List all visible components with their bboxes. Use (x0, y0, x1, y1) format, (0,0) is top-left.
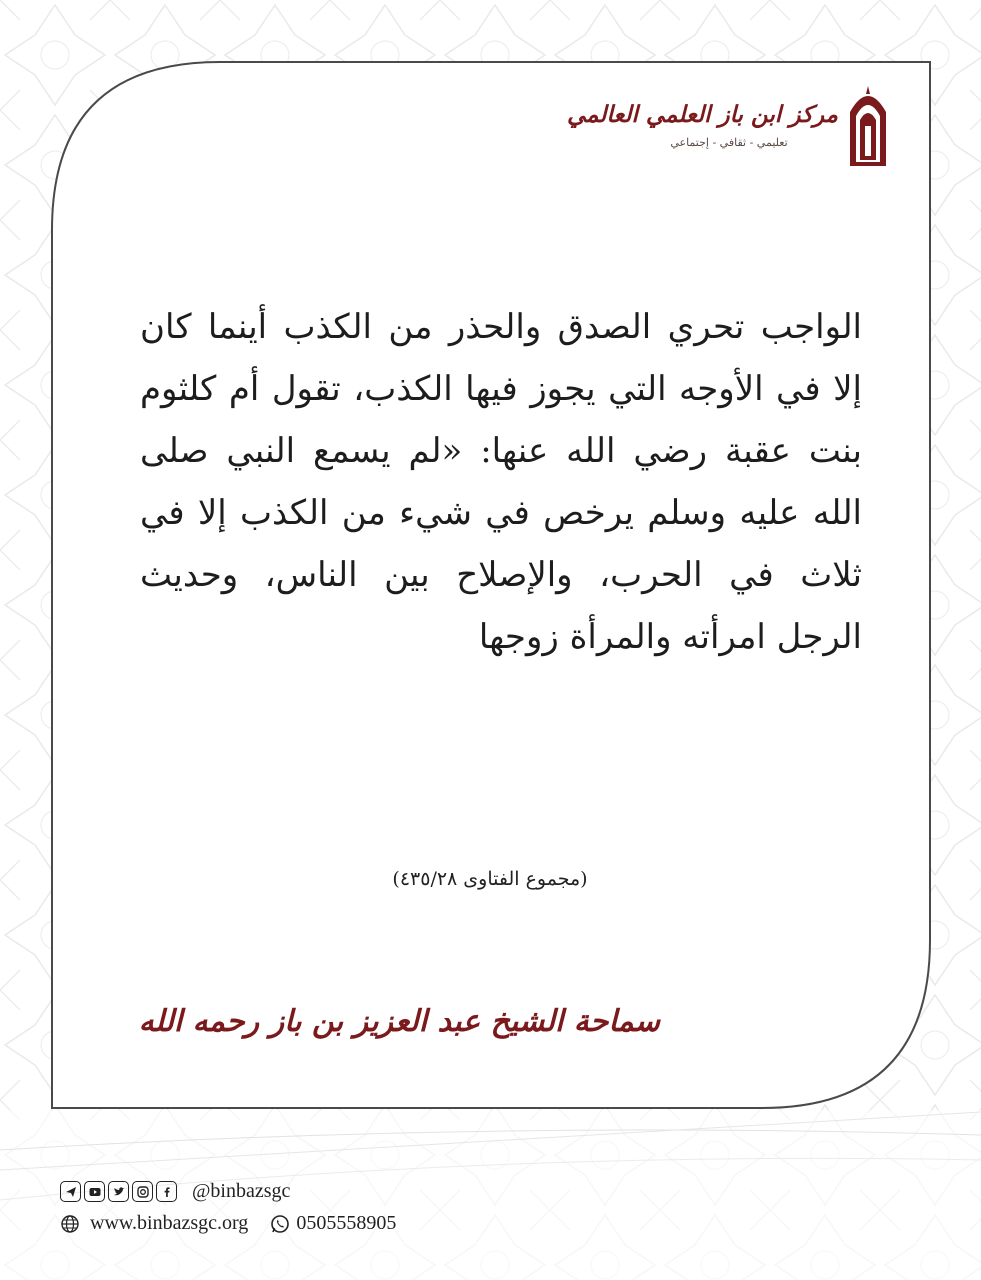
instagram-icon[interactable] (132, 1181, 153, 1202)
fatwa-text: الواجب تحري الصدق والحذر من الكذب أينما كان إلا في الأوجه التي يجوز فيها الكذب، تقول أم كلثوم بنت عقبة رضي الله عنها: «لم يسمع النبي صلى الله عليه وسلم يرخص في شيء من الكذب إلا في ثلاث في الحرب، والإصلاح بين الناس، وحديث الرجل امرأته والمرأة زوجها (140, 307, 862, 657)
phone-number[interactable]: 0505558905 (296, 1212, 397, 1234)
twitter-icon[interactable] (108, 1181, 129, 1202)
mosque-emblem-icon (846, 82, 890, 166)
social-links (60, 1180, 290, 1203)
logo (566, 82, 890, 172)
logo-title: مركز ابن باز العلمي العالمي (566, 101, 838, 128)
signature-calligraphy: سماحة الشيخ عبد العزيز بن باز رحمه الله (138, 1004, 660, 1039)
citation: (مجموع الفتاوى ٤٣٥/٢٨) (392, 868, 588, 890)
contact-info (60, 1212, 396, 1235)
website-link[interactable]: www.binbazsgc.org (90, 1212, 249, 1234)
telegram-icon[interactable] (60, 1181, 81, 1202)
globe-icon (60, 1214, 80, 1234)
youtube-icon[interactable] (84, 1181, 105, 1202)
logo-tagline: تعليمي - ثقافي - إجتماعي (670, 136, 788, 149)
facebook-icon[interactable] (156, 1181, 177, 1202)
whatsapp-icon (270, 1214, 290, 1234)
social-handle[interactable]: @binbazsgc (192, 1180, 291, 1202)
